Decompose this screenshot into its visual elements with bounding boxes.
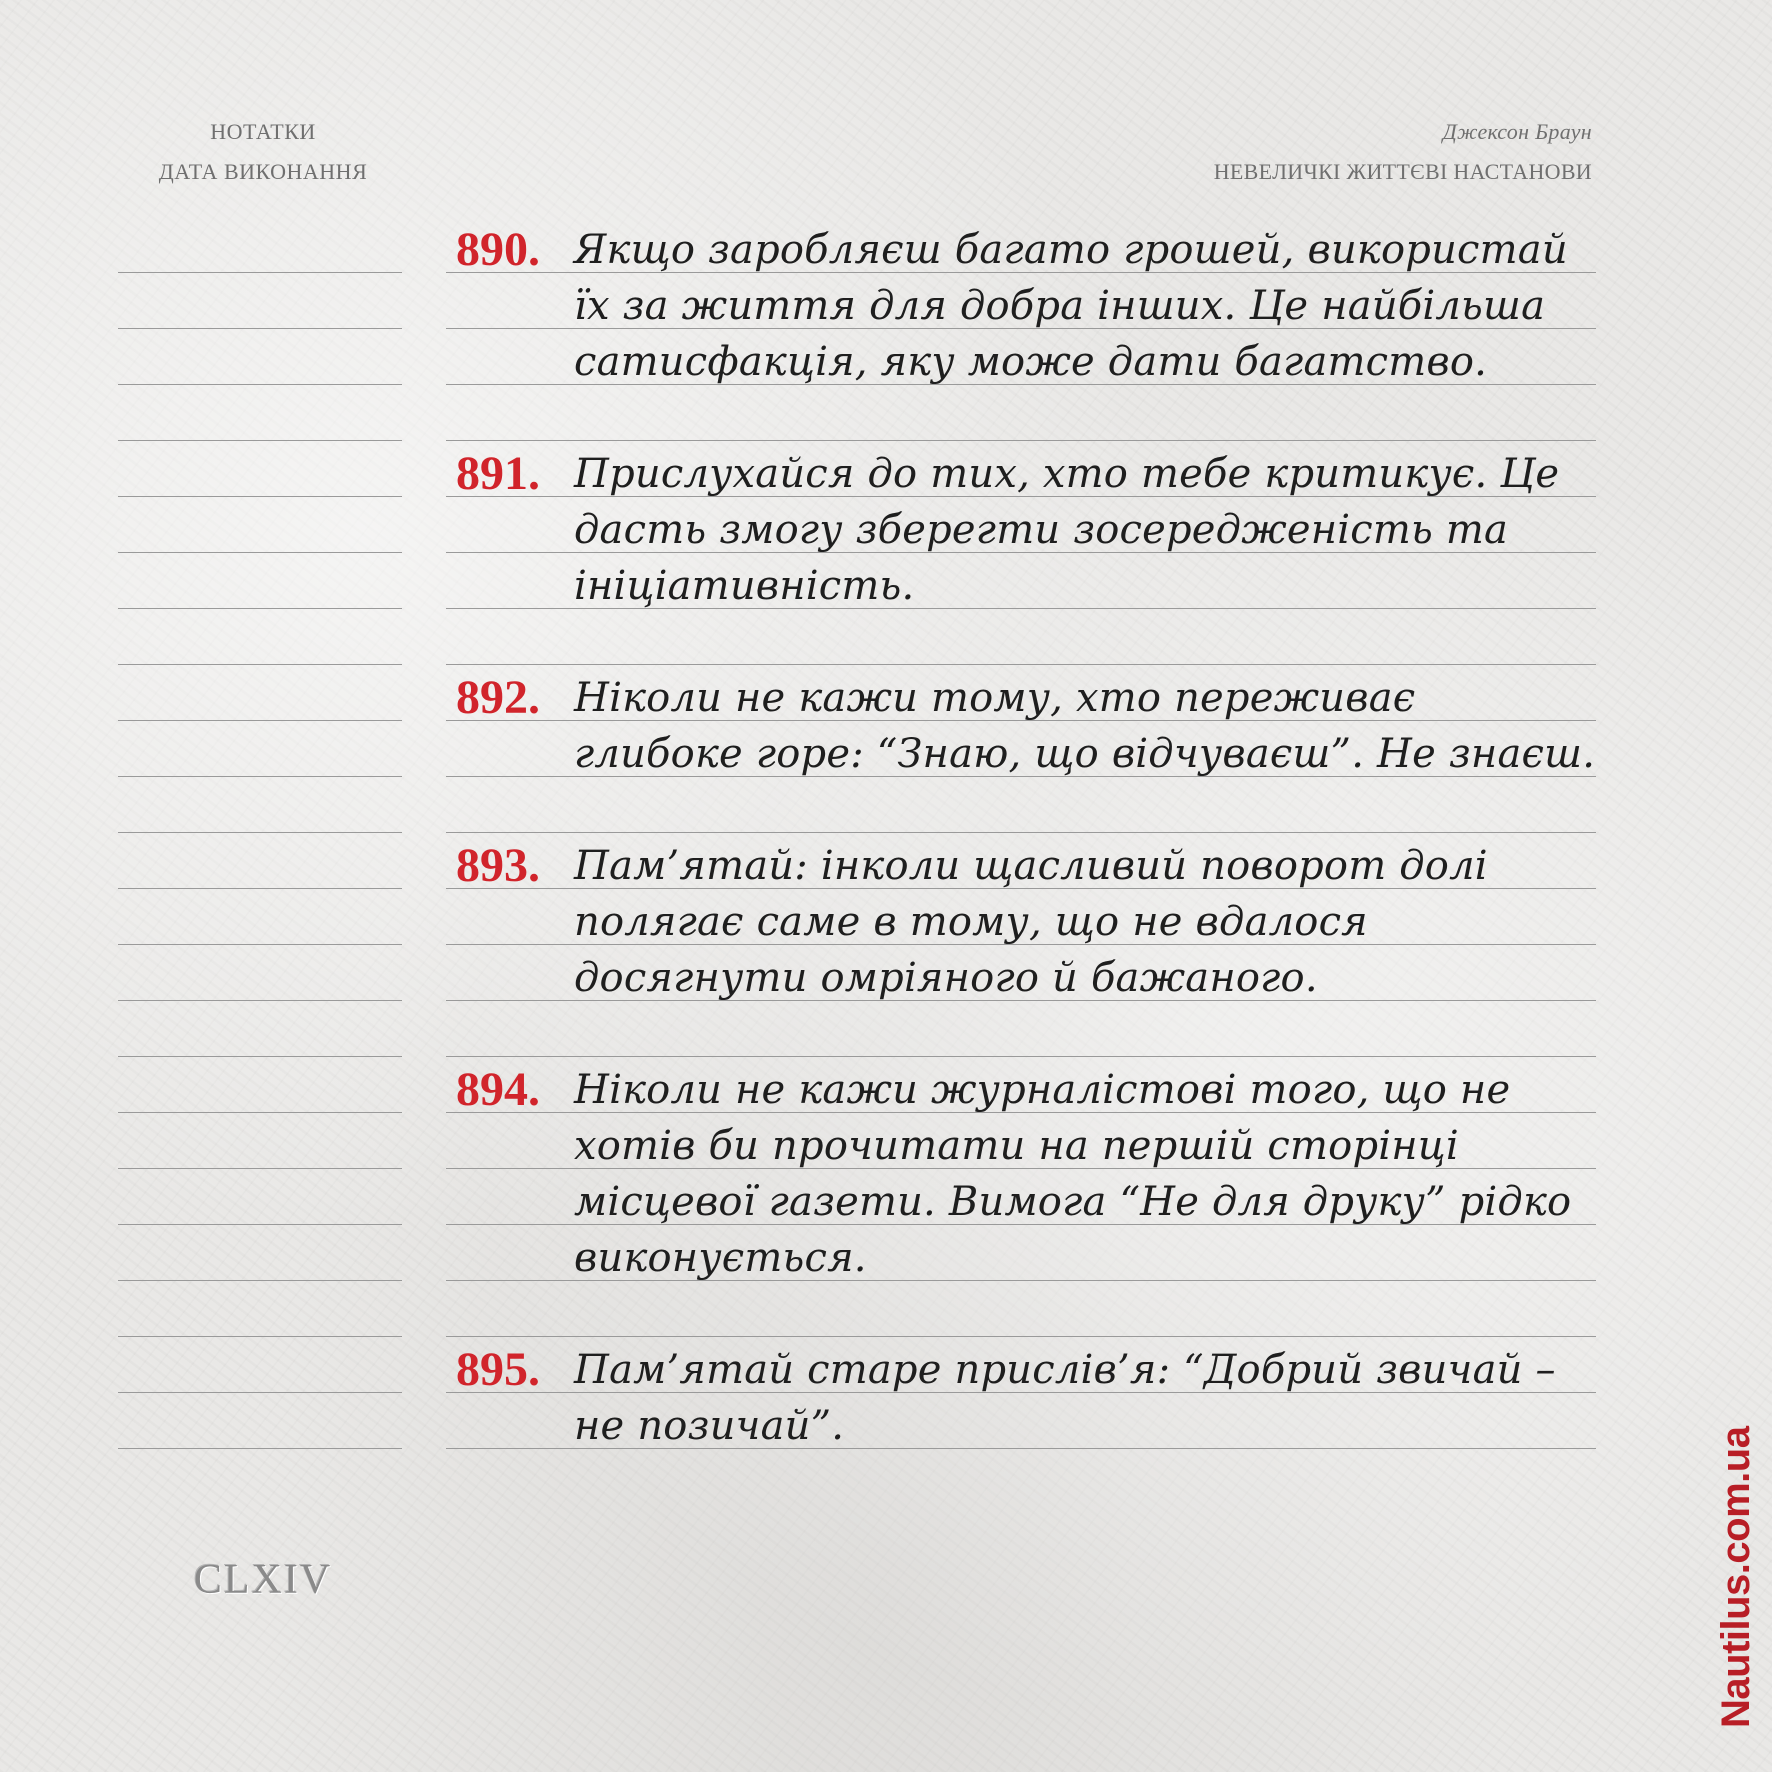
- notes-rule: [118, 1112, 402, 1113]
- completion-date-label: ДАТА ВИКОНАННЯ: [158, 159, 368, 184]
- entry-number: 895.: [456, 1343, 540, 1396]
- advice-entry: [446, 1062, 1606, 1342]
- entry-line: Ніколи не кажи журналістові того, що не: [574, 1067, 1511, 1113]
- notes-rule: [118, 552, 402, 553]
- notes-rule: [118, 944, 402, 945]
- entry-line: хотів би прочитати на першій сторінці: [574, 1123, 1459, 1169]
- notes-header: [118, 112, 408, 192]
- entry-line: ініціативність.: [574, 563, 915, 609]
- entry-line: Ніколи не кажи тому, хто переживає: [574, 675, 1416, 721]
- entry-line: глибоке горе: “Знаю, що відчуваєш”. Не знаєш.: [574, 731, 1596, 777]
- notes-rule: [118, 440, 402, 441]
- notes-rule: [118, 328, 402, 329]
- notes-rule: [118, 776, 402, 777]
- entry-line: Пам’ятай старе прислів’я: “Добрий звичай –: [574, 1347, 1556, 1393]
- entry-number: 894.: [456, 1063, 540, 1116]
- notes-rule: [118, 496, 402, 497]
- notes-rule: [118, 1000, 402, 1001]
- entry-line: сатисфакція, яку може дати багатство.: [574, 339, 1488, 385]
- advice-entry: [446, 838, 1606, 1062]
- entry-line: виконується.: [574, 1235, 867, 1281]
- notes-label: НОТАТКИ: [210, 119, 316, 144]
- notes-rule: [118, 1168, 402, 1169]
- publisher-site-link[interactable]: Nautilus.com.ua: [1714, 1426, 1758, 1728]
- entry-line: Якщо заробляєш багато грошей, використай: [574, 227, 1568, 273]
- book-title: НЕВЕЛИЧКІ ЖИТТЄВІ НАСТАНОВИ: [1213, 159, 1592, 184]
- entry-text: [574, 446, 1606, 614]
- advice-entry: [446, 446, 1606, 670]
- running-header: [892, 112, 1592, 192]
- entry-line: Прислухайся до тих, хто тебе критикує. Це: [574, 451, 1560, 497]
- notes-rule: [118, 1280, 402, 1281]
- notes-rule: [118, 1448, 402, 1449]
- notes-rule: [118, 832, 402, 833]
- notes-rule: [118, 888, 402, 889]
- notes-rule: [118, 1392, 402, 1393]
- entry-line: дасть змогу зберегти зосередженість та: [574, 507, 1509, 553]
- entry-text: [574, 1062, 1606, 1286]
- advice-list: [446, 222, 1606, 1454]
- entry-line: досягнути омріяного й бажаного.: [574, 955, 1318, 1001]
- advice-entry: [446, 222, 1606, 446]
- notes-ruled-lines: [118, 272, 402, 1504]
- entry-number: 893.: [456, 839, 540, 892]
- page-number: CLXIV: [193, 1557, 333, 1603]
- notes-rule: [118, 272, 402, 273]
- notes-rule: [118, 384, 402, 385]
- notes-rule: [118, 608, 402, 609]
- notes-rule: [118, 1056, 402, 1057]
- author-name: Джексон Браун: [1442, 119, 1592, 144]
- entry-text: [574, 1342, 1606, 1454]
- notes-rule: [118, 1224, 402, 1225]
- advice-entry: [446, 670, 1606, 838]
- notes-rule: [118, 1336, 402, 1337]
- entry-number: 890.: [456, 223, 540, 276]
- entry-line: їх за життя для добра інших. Це найбільша: [574, 283, 1546, 329]
- entry-number: 891.: [456, 447, 540, 500]
- entry-text: [574, 222, 1606, 390]
- entry-text: [574, 670, 1606, 782]
- entry-line: полягає саме в тому, що не вдалося: [574, 899, 1368, 945]
- notes-rule: [118, 664, 402, 665]
- entry-text: [574, 838, 1606, 1006]
- entry-line: місцевої газети. Вимога “Не для друку” рідко: [574, 1179, 1572, 1225]
- entry-line: не позичай”.: [574, 1403, 845, 1449]
- entry-line: Пам’ятай: інколи щасливий поворот долі: [574, 843, 1488, 889]
- notes-rule: [118, 720, 402, 721]
- entry-number: 892.: [456, 671, 540, 724]
- advice-entry: [446, 1342, 1606, 1454]
